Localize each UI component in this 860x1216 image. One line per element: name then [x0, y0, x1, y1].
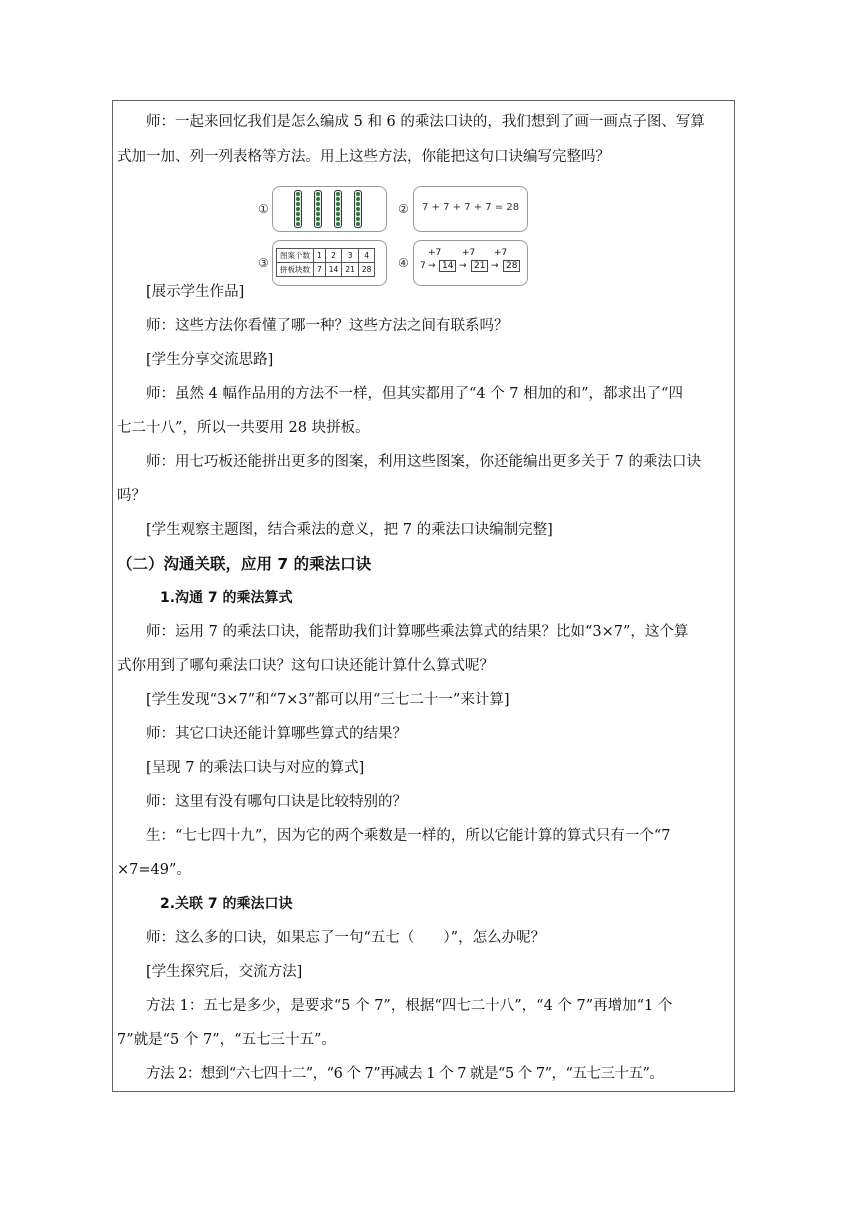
- paragraph: [呈现 7 的乘法口诀与对应的算式]: [146, 760, 365, 776]
- step-label: +7: [494, 248, 508, 258]
- section-heading: （二）沟通关联，应用 7 的乘法口诀: [117, 555, 372, 573]
- paragraph: [学生观察主题图，结合乘法的意义，把 7 的乘法口诀编制完整]: [146, 522, 553, 538]
- table-row: [277, 249, 375, 263]
- seq-start: 7: [420, 261, 426, 271]
- label-2: ②: [398, 202, 409, 216]
- table-cell: 图案个数: [277, 249, 314, 263]
- paragraph: 师：这么多的口诀，如果忘了一句“五七（ ）”，怎么办呢？: [146, 930, 546, 946]
- table-cell: 3: [342, 249, 359, 263]
- paragraph: 式加一加、列一列表格等方法。用上这些方法，你能把这句口诀编写完整吗？: [117, 149, 610, 165]
- paragraph: ×7=49”。: [117, 862, 191, 878]
- table-cell: 28: [358, 263, 375, 277]
- paragraph: [学生探究后，交流方法]: [146, 964, 303, 980]
- table-cell: 7: [314, 263, 326, 277]
- step-label: +7: [462, 248, 476, 258]
- multiplication-table: [276, 248, 375, 277]
- paragraph: 师：这些方法你看懂了哪一种？这些方法之间有联系吗？: [146, 318, 509, 334]
- label-3: ③: [258, 256, 269, 270]
- table-cell: 1: [314, 249, 326, 263]
- label-4: ④: [398, 256, 409, 270]
- subsection-heading: 1.沟通 7 的乘法算式: [160, 590, 293, 606]
- bead-stick: [294, 190, 302, 228]
- paragraph: 师：这里有没有哪句口诀是比较特别的？: [146, 794, 407, 810]
- table-cell: 4: [358, 249, 375, 263]
- label-1: ①: [258, 202, 269, 216]
- paragraph: 师：用七巧板还能拼出更多的图案，利用这些图案，你还能编出更多关于 7 的乘法口诀: [146, 454, 701, 470]
- arrow: →: [491, 261, 499, 271]
- paragraph: [学生分享交流思路]: [146, 352, 274, 368]
- paragraph: [展示学生作品]: [146, 284, 245, 300]
- student-works-figure: [258, 182, 533, 290]
- paragraph: 师：其它口诀还能计算哪些算式的结果？: [146, 726, 407, 742]
- paragraph: 吗？: [117, 488, 146, 504]
- paragraph: 方法 2：想到“六七四十二”，“6 个 7”再减去 1 个 7 就是“5 个 7”，“五七三十五”。: [146, 1066, 664, 1082]
- paragraph: 七二十八”，所以一共要用 28 块拼板。: [117, 420, 370, 436]
- bead-stick: [334, 190, 342, 228]
- paragraph: 生：“七七四十九”，因为它的两个乘数是一样的，所以它能计算的算式只有一个“7: [146, 828, 671, 844]
- paragraph: 方法 1：五七是多少，是要求“5 个 7”，根据“四七二十八”，“4 个 7”再增加“1 个: [146, 998, 673, 1014]
- table-cell: 2: [325, 249, 342, 263]
- bead-stick: [314, 190, 322, 228]
- arrow: →: [459, 261, 467, 271]
- arrow: →: [428, 261, 436, 271]
- seq-value: 21: [471, 260, 488, 272]
- addition-expression: 7 + 7 + 7 + 7 = 28: [422, 202, 520, 213]
- bead-stick: [354, 190, 362, 228]
- seq-value: 14: [439, 260, 456, 272]
- table-row: [277, 263, 375, 277]
- paragraph: 师：一起来回忆我们是怎么编成 5 和 6 的乘法口诀的，我们想到了画一画点子图、写算: [146, 114, 705, 130]
- paragraph: 师：运用 7 的乘法口诀，能帮助我们计算哪些乘法算式的结果？比如“3×7”，这个算: [146, 624, 689, 640]
- paragraph: 7”就是“5 个 7”，“五七三十五”。: [117, 1032, 336, 1048]
- paragraph: 师：虽然 4 幅作品用的方法不一样，但其实都用了“4 个 7 相加的和”，都求出了“四: [146, 386, 683, 402]
- step-label: +7: [428, 248, 442, 258]
- work-box-1: [272, 186, 387, 232]
- paragraph: 式你用到了哪句乘法口诀？这句口诀还能计算什么算式呢？: [117, 658, 494, 674]
- table-cell: 拼板块数: [277, 263, 314, 277]
- seq-value: 28: [503, 260, 520, 272]
- subsection-heading: 2.关联 7 的乘法口诀: [160, 896, 293, 912]
- paragraph: [学生发现“3×7”和“7×3”都可以用“三七二十一”来计算]: [146, 692, 510, 708]
- table-cell: 21: [342, 263, 359, 277]
- table-cell: 14: [325, 263, 342, 277]
